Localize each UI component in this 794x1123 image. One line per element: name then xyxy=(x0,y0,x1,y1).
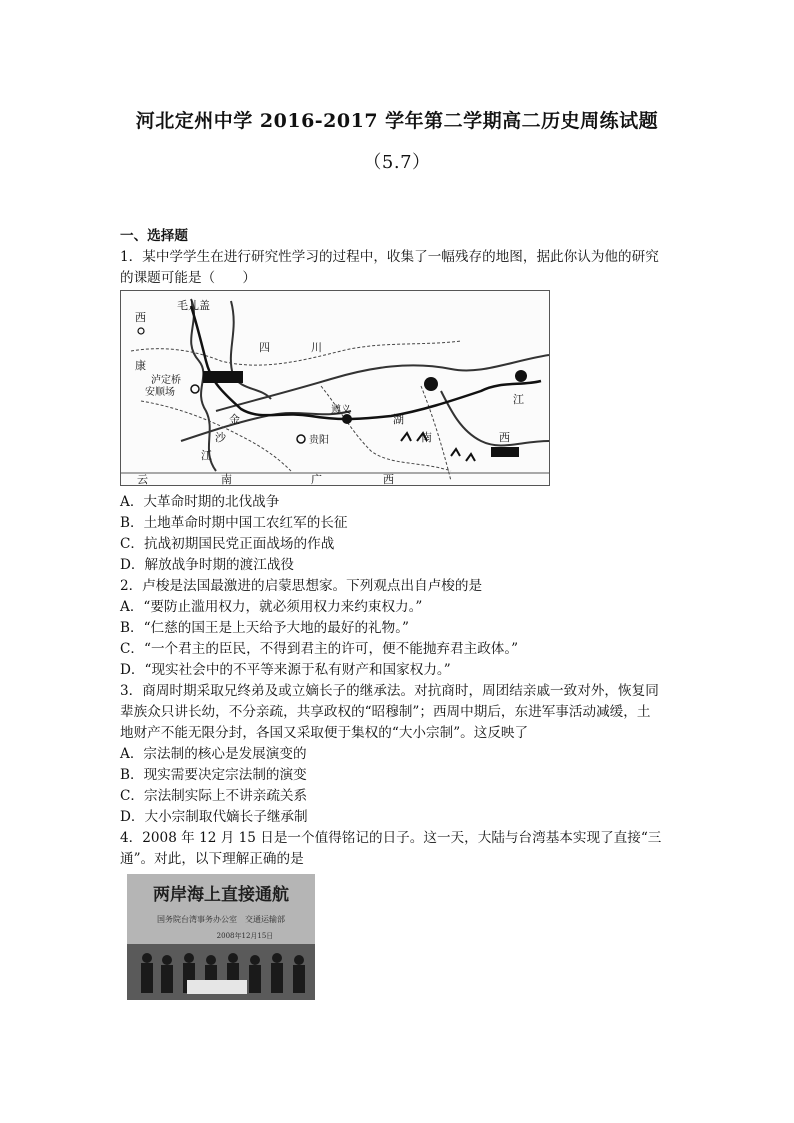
questions-continued xyxy=(120,492,676,870)
question-text-line: 4．2008 年 12 月 15 日是一个值得铭记的日子。这一天，大陆与台湾基本实现了直接“三 xyxy=(120,830,662,846)
map-label: 南 xyxy=(221,473,232,485)
question-text-line: 的课题可能是（ ） xyxy=(120,270,256,286)
photo-banner-text: 两岸海上直接通航 xyxy=(153,885,289,905)
map-label: 泸定桥 xyxy=(151,375,181,386)
map-label: 安顺场 xyxy=(145,387,175,398)
map-label: 江 xyxy=(201,449,212,462)
photo-subtitle-text: 国务院台湾事务办公室 交通运输部 xyxy=(157,915,285,924)
question-text-line: 通”。对此，以下理解正确的是 xyxy=(120,851,304,867)
map-label: 遵义 xyxy=(331,405,351,416)
map-label: 湖 xyxy=(393,413,404,426)
news-photo xyxy=(127,874,315,1000)
long-march-map xyxy=(120,290,550,486)
option-a: A．大革命时期的北伐战争 xyxy=(120,494,280,510)
option-c: C．抗战初期国民党正面战场的作战 xyxy=(120,536,335,552)
map-label: 康 xyxy=(135,359,146,372)
photo-date-text: 2008年12月15日 xyxy=(216,932,274,940)
option-b: B．现实需要决定宗法制的演变 xyxy=(120,767,307,783)
option-a: A．宗法制的核心是发展演变的 xyxy=(120,746,307,762)
question-text-line: 2．卢梭是法国最激进的启蒙思想家。下列观点出自卢梭的是 xyxy=(120,578,483,594)
question-text-line: 3．商周时期采取兄终弟及或立嫡长子的继承法。对抗商时，周团结亲戚一致对外，恢复同 xyxy=(120,683,659,699)
option-c: C．“一个君主的臣民，不得到君主的许可，便不能抛弃君主政体。” xyxy=(120,641,519,657)
map-label: 西 xyxy=(383,473,394,485)
map-label: 金 xyxy=(229,413,240,426)
map-label: 贵阳 xyxy=(309,435,329,446)
question-1-block xyxy=(120,226,676,289)
map-label: 西 xyxy=(135,311,146,324)
option-d: D．大小宗制取代嫡长子继承制 xyxy=(120,809,308,825)
map-label: 江 xyxy=(513,393,524,406)
option-d: D．解放战争时期的渡江战役 xyxy=(120,557,295,573)
map-label: 南 xyxy=(421,431,432,444)
option-a: A．“要防止滥用权力，就必须用权力来约束权力。” xyxy=(120,599,423,615)
map-graphic xyxy=(121,291,549,485)
question-text-line: 辈族众只讲长幼，不分亲疏，共享政权的“昭穆制”；西周中期后，东进军事活动减缓，土 xyxy=(120,704,651,720)
option-b: B．土地革命时期中国工农红军的长征 xyxy=(120,515,348,531)
option-b: B．“仁慈的国王是上天给予大地的最好的礼物。” xyxy=(120,620,409,636)
map-label: 川 xyxy=(311,341,322,354)
map-label: 毛儿盖 xyxy=(177,299,210,312)
photo-graphic xyxy=(127,874,315,1000)
question-text-line: 地财产不能无限分封，各国又采取便于集权的“大小宗制”。这反映了 xyxy=(120,725,529,741)
page-subtitle: （5.7） xyxy=(363,152,431,173)
map-label: 西 xyxy=(499,431,510,444)
map-label: 沙 xyxy=(215,431,226,444)
option-c: C．宗法制实际上不讲亲疏关系 xyxy=(120,788,308,804)
map-label: 四 xyxy=(259,341,270,354)
question-text-line: 1．某中学学生在进行研究性学习的过程中，收集了一幅残存的地图，据此你认为他的研究 xyxy=(120,249,659,265)
option-d: D．“现实社会中的不平等来源于私有财产和国家权力。” xyxy=(120,662,451,678)
section-heading: 一、选择题 xyxy=(120,228,188,244)
map-label: 云 xyxy=(137,473,148,485)
page-title: 河北定州中学 2016-2017 学年第二学期高二历史周练试题 xyxy=(135,110,659,132)
map-label: 广 xyxy=(311,473,322,485)
